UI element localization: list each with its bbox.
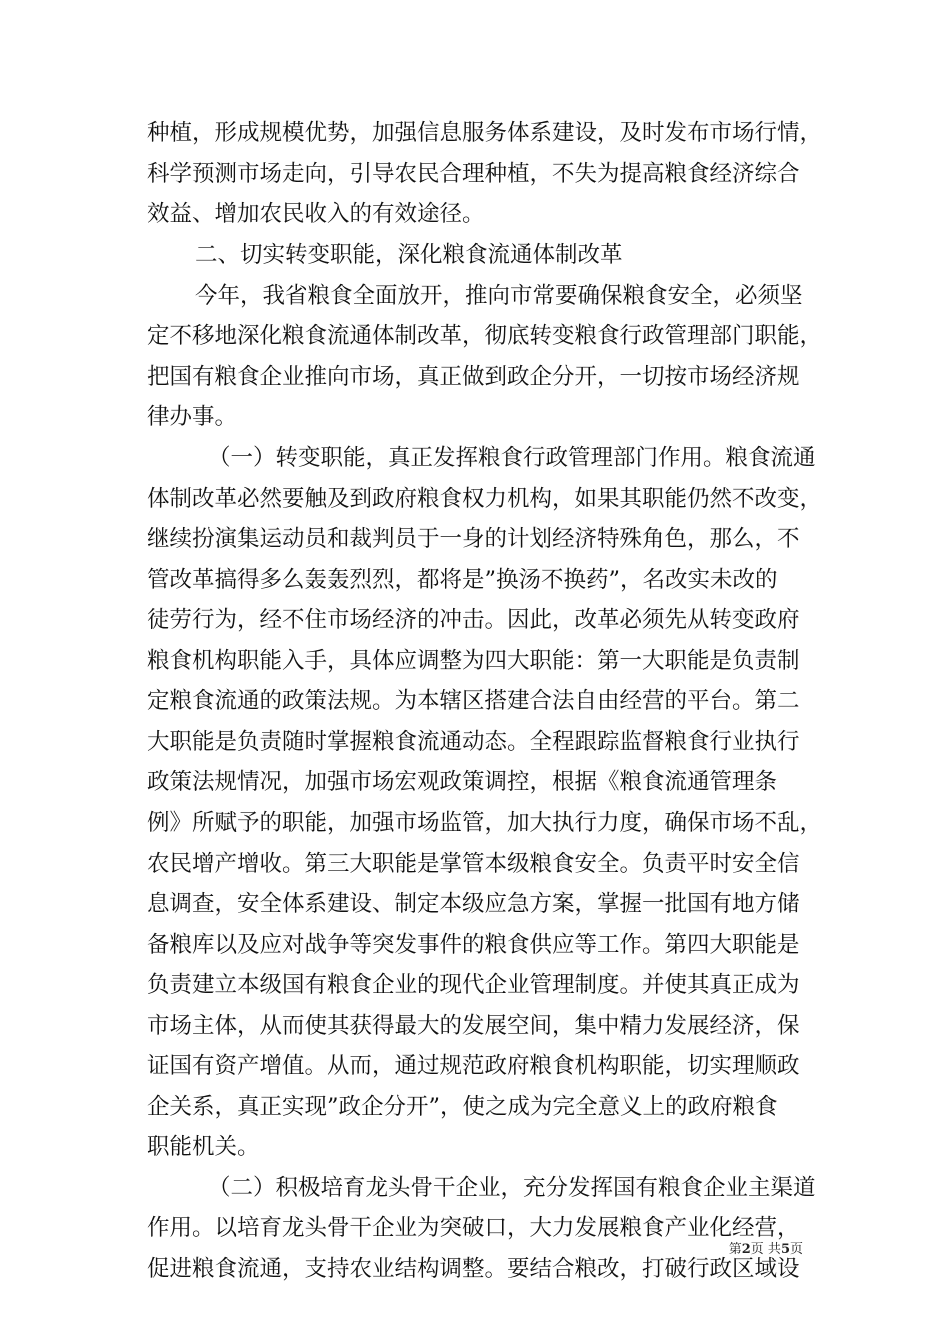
- text-line: 种植，形成规模优势，加强信息服务体系建设，及时发布市场行情，: [147, 120, 823, 146]
- text-line: 今年，我省粮食全面放开，推向市常要确保粮食安全，必须坚: [195, 283, 803, 309]
- footer-suffix: 页: [789, 1242, 803, 1257]
- footer-prefix: 第: [728, 1242, 742, 1257]
- page-footer: [729, 1242, 803, 1258]
- text-line: 农民增产增收。第三大职能是掌管本级粮食安全。负责平时安全信: [147, 851, 800, 877]
- text-line: 科学预测市场走向，引导农民合理种植，不失为提高粮食经济综合: [147, 161, 800, 187]
- section-heading: 二、切实转变职能，深化粮食流通体制改革: [195, 242, 623, 268]
- text-line: 把国有粮食企业推向市场，真正做到政企分开，一切按市场经济规: [147, 364, 800, 390]
- text-line: 体制改革必然要触及到政府粮食权力机构，如果其职能仍然不改变，: [147, 486, 823, 512]
- footer-middle: 页 共: [750, 1242, 781, 1257]
- current-page-number: 2: [741, 1242, 751, 1257]
- text-line: 徒劳行为，经不住市场经济的冲击。因此，改革必须先从转变政府: [147, 607, 800, 633]
- text-line: 政策法规情况，加强市场宏观政策调控，根据《粮食流通管理条: [147, 769, 778, 795]
- text-line: 企关系，真正实现”政企分开”，使之成为完全意义上的政府粮食: [147, 1094, 778, 1120]
- text-line: 例》所赋予的职能，加强市场监管，加大执行力度，确保市场不乱，: [147, 810, 823, 836]
- text-line: 促进粮食流通，支持农业结构调整。要结合粮改，打破行政区域设: [147, 1256, 800, 1282]
- text-line: 粮食机构职能入手，具体应调整为四大职能：第一大职能是负责制: [147, 648, 800, 674]
- text-line: 定粮食流通的政策法规。为本辖区搭建合法自由经营的平台。第二: [147, 688, 800, 714]
- text-line: 证国有资产增值。从而，通过规范政府粮食机构职能，切实理顺政: [147, 1053, 800, 1079]
- text-line: 定不移地深化粮食流通体制改革，彻底转变粮食行政管理部门职能，: [147, 323, 823, 349]
- text-line: 备粮库以及应对战争等突发事件的粮食供应等工作。第四大职能是: [147, 932, 800, 958]
- text-line: 作用。以培育龙头骨干企业为突破口，大力发展粮食产业化经营，: [147, 1215, 800, 1241]
- text-line: 继续扮演集运动员和裁判员于一身的计划经济特殊角色，那么，不: [147, 526, 800, 552]
- text-line: 管改革搞得多么轰轰烈烈，都将是”换汤不换药”，名改实未改的: [147, 567, 778, 593]
- text-line: 大职能是负责随时掌握粮食流通动态。全程跟踪监督粮食行业执行: [147, 729, 800, 755]
- text-line: 职能机关。: [147, 1134, 260, 1160]
- text-line: （二）积极培育龙头骨干企业，充分发挥国有粮食企业主渠道: [208, 1175, 816, 1201]
- text-line: 息调查，安全体系建设、制定本级应急方案，掌握一批国有地方储: [147, 891, 800, 917]
- total-page-number: 5: [780, 1242, 790, 1257]
- text-line: 律办事。: [147, 404, 238, 430]
- text-line: （一）转变职能，真正发挥粮食行政管理部门作用。粮食流通: [208, 445, 816, 471]
- text-line: 市场主体，从而使其获得最大的发展空间，集中精力发展经济，保: [147, 1013, 800, 1039]
- text-line: 效益、增加农民收入的有效途径。: [147, 201, 485, 227]
- text-line: 负责建立本级国有粮食企业的现代企业管理制度。并使其真正成为: [147, 972, 800, 998]
